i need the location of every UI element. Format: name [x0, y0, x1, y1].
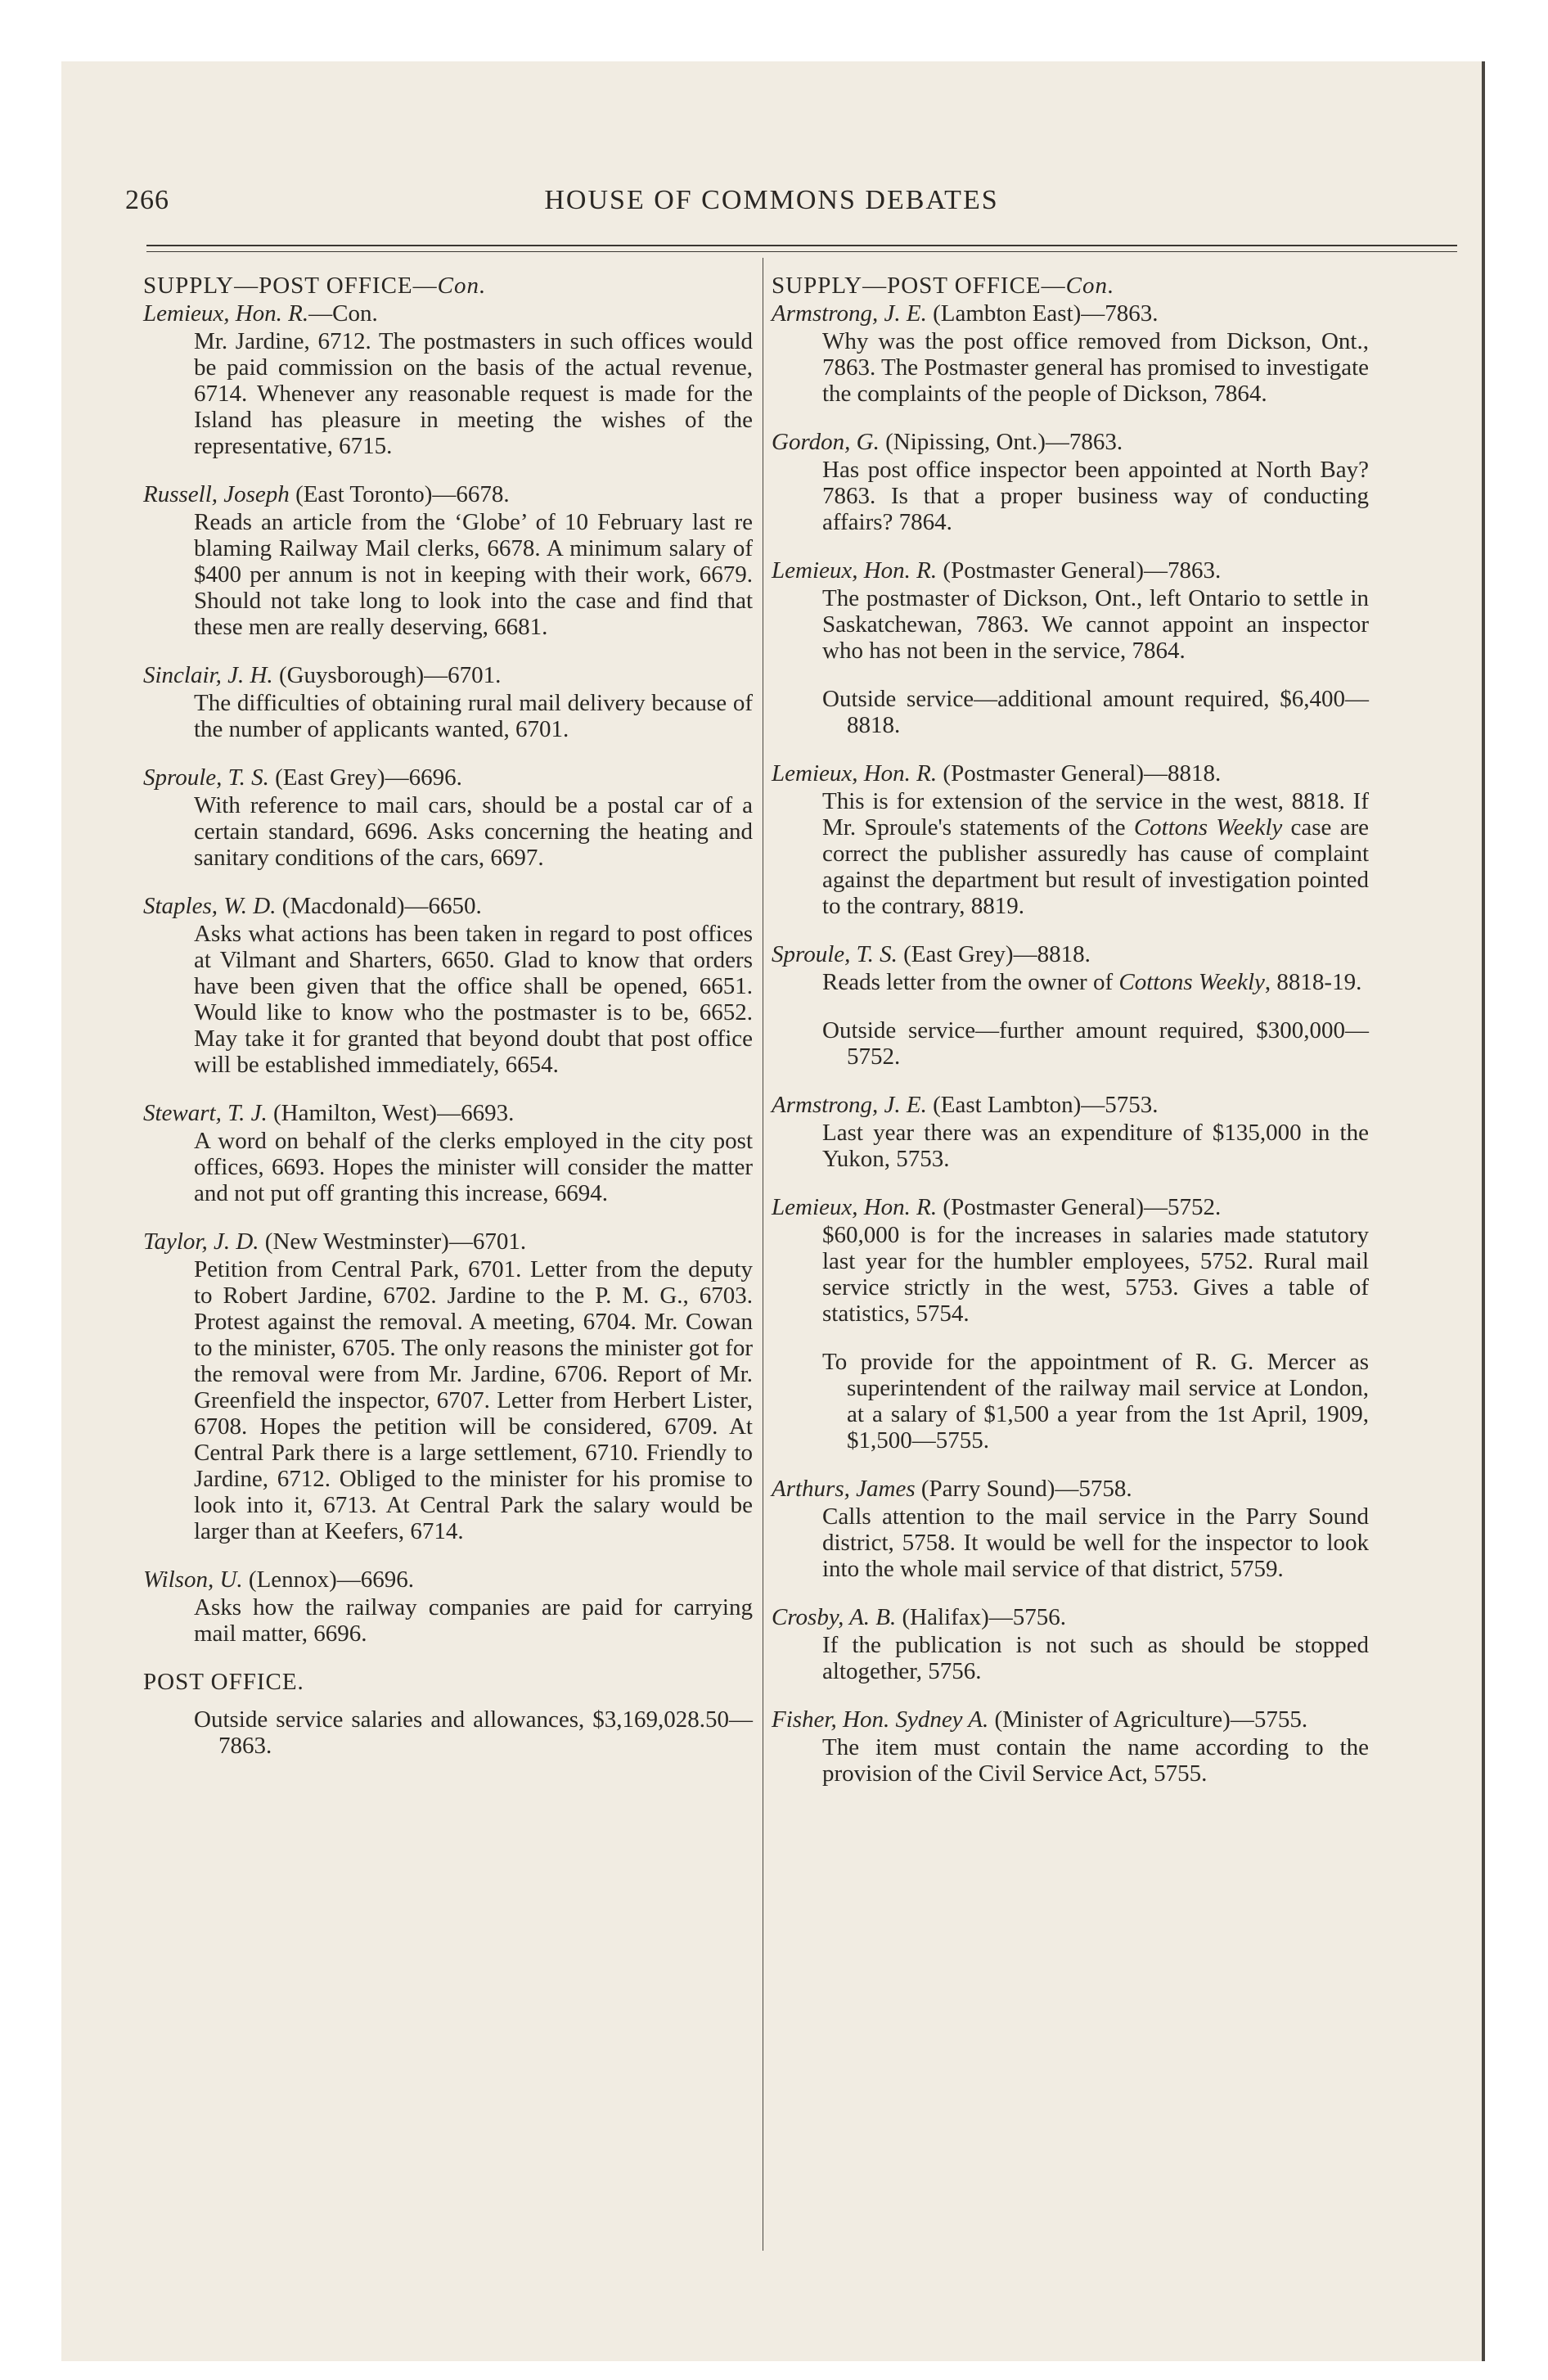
entry-text-part: , 8818-19.: [1264, 969, 1362, 995]
right-entries-b: [772, 760, 1369, 995]
entry-text: The postmaster of Dickson, Ont., left Ontario to settle in Saskatchewan, 7863. We cannot appoint an inspector who has not been in the service, 7864.: [822, 585, 1369, 664]
entry-text: Mr. Jardine, 6712. The postmasters in such offices would be paid commission on the basis of the actual revenue, 6714. Whenever any reasonable request is made for the Island has pleasure in meeting the wishes of the representative, 6715.: [194, 328, 753, 459]
speaker-detail: (Macdonald)—6650.: [276, 893, 482, 919]
speaker-detail: (Parry Sound)—5758.: [915, 1476, 1132, 1502]
speaker-detail: (East Grey)—6696.: [268, 764, 462, 791]
speaker-detail: (Lennox)—6696.: [242, 1566, 415, 1593]
page-header: [61, 185, 1482, 226]
speaker-line: [143, 1566, 753, 1593]
speaker-line: [143, 1100, 753, 1126]
publication-title: Cottons Weekly: [1133, 814, 1283, 841]
speaker-name: Russell, Joseph: [143, 481, 290, 507]
speaker-detail: (Postmaster General)—8818.: [937, 760, 1222, 787]
appropriation-item: Outside service—further amount required, $300,000—5752.: [822, 1017, 1369, 1070]
speaker-detail: (East Grey)—8818.: [897, 941, 1091, 967]
entry-text: With reference to mail cars, should be a postal car of a certain standard, 6696. Asks concerning the heating and sanitary conditions of the cars, 6697.: [194, 792, 753, 871]
speaker-line: [143, 764, 753, 791]
index-entry: [772, 1604, 1369, 1684]
entry-text: If the publication is not such as should be stopped altogether, 5756.: [822, 1632, 1369, 1684]
entry-text: $60,000 is for the increases in salaries made statutory last year for the humbler employees, 5752. Rural mail service strictly in the west, 5753. Gives a table of statistics, 5754.: [822, 1222, 1369, 1327]
section-heading: SUPPLY—POST OFFICE—Con.: [772, 273, 1115, 299]
index-entry: [772, 1194, 1369, 1327]
entry-text: Reads an article from the ‘Globe’ of 10 February last re blaming Railway Mail clerks, 6678. A minimum salary of $400 per annum is not in keeping with their work, 6679. Should not take long to look into the case and find that these men are really deserving, 6681.: [194, 509, 753, 640]
speaker-name: Stewart, T. J.: [143, 1100, 268, 1126]
speaker-name: Fisher, Hon. Sydney A.: [772, 1706, 989, 1733]
entry-text-part: case are correct the publisher assuredly has cause of complaint against the department but result of investigation pointed to the contrary, 8819.: [822, 814, 1369, 919]
publication-title: Cottons Weekly: [1118, 969, 1265, 995]
speaker-detail: (Hamilton, West)—6693.: [267, 1100, 515, 1126]
right-entries-c: [772, 1092, 1369, 1327]
speaker-line: [772, 557, 1369, 584]
speaker-line: [772, 1194, 1369, 1220]
index-entry: [772, 429, 1369, 535]
speaker-line: [772, 1476, 1369, 1502]
index-entry: [143, 300, 753, 459]
speaker-detail: (Guysborough)—6701.: [272, 662, 502, 688]
speaker-name: Lemieux, Hon. R.: [143, 300, 309, 327]
entry-text: The difficulties of obtaining rural mail delivery because of the number of applicants wanted, 6701.: [194, 690, 753, 742]
index-entry: [772, 1476, 1369, 1582]
speaker-line: [143, 662, 753, 688]
speaker-name: Lemieux, Hon. R.: [772, 760, 938, 787]
entry-text: Asks how the railway companies are paid for carrying mail matter, 6696.: [194, 1594, 753, 1647]
index-entry: [143, 662, 753, 742]
speaker-name: Arthurs, James: [772, 1476, 916, 1502]
speaker-name: Wilson, U.: [143, 1566, 243, 1593]
speaker-detail: (Halifax)—5756.: [896, 1604, 1067, 1630]
entry-text-part: Reads letter from the owner of: [822, 969, 1119, 995]
speaker-detail: (Postmaster General)—5752.: [937, 1194, 1222, 1220]
index-entry: [772, 557, 1369, 664]
entry-text: Last year there was an expenditure of $135,000 in the Yukon, 5753.: [822, 1120, 1369, 1172]
speaker-line: [772, 1092, 1369, 1118]
speaker-line: [143, 1228, 753, 1255]
speaker-detail: (Nipissing, Ont.)—7863.: [879, 429, 1123, 455]
speaker-line: [143, 481, 753, 507]
speaker-line: [772, 1604, 1369, 1630]
speaker-detail: (East Lambton)—5753.: [926, 1092, 1159, 1118]
left-entries: [143, 300, 753, 1647]
speaker-detail: (Postmaster General)—7863.: [937, 557, 1222, 584]
speaker-name: Lemieux, Hon. R.: [772, 557, 938, 584]
speaker-detail: (Minister of Agriculture)—5755.: [988, 1706, 1308, 1733]
entry-text: [822, 969, 1369, 995]
speaker-name: Gordon, G.: [772, 429, 880, 455]
entry-text: Why was the post office removed from Dickson, Ont., 7863. The Postmaster general has promised to investigate the complaints of the people of Dickson, 7864.: [822, 328, 1369, 407]
post-office-heading: POST OFFICE.: [143, 1669, 304, 1695]
speaker-name: Taylor, J. D.: [143, 1228, 259, 1255]
speaker-line: [772, 300, 1369, 327]
index-entry: [772, 760, 1369, 919]
right-column: [772, 273, 1369, 1809]
speaker-name: Staples, W. D.: [143, 893, 277, 919]
right-entries-a: [772, 300, 1369, 664]
speaker-line: [772, 760, 1369, 787]
speaker-line: [772, 941, 1369, 967]
right-entries-d: [772, 1476, 1369, 1787]
entry-text: Petition from Central Park, 6701. Letter from the deputy to Robert Jardine, 6702. Jardine to the P. M. G., 6703. Protest against the removal. A meeting, 6704. Mr. Cowan to the minister, 6705. The only reasons the minister got for the removal were from Mr. Jardine, 6706. Report of Mr. Greenfield the inspector, 6707. Letter from Herbert Lister, 6708. Hopes the petition will be considered, 6709. At Central Park there is a large settlement, 6710. Friendly to Jardine, 6712. Obliged to the minister for his promise to look into it, 6713. At Central Park the salary would be larger than at Keefers, 6714.: [194, 1256, 753, 1544]
speaker-name: Armstrong, J. E.: [772, 300, 927, 327]
speaker-name: Lemieux, Hon. R.: [772, 1194, 938, 1220]
index-entry: [143, 893, 753, 1078]
index-entry: [772, 300, 1369, 407]
speaker-detail: (New Westminster)—6701.: [259, 1228, 527, 1255]
document-page: [61, 61, 1485, 2361]
left-column: [143, 273, 753, 1781]
index-entry: [143, 1566, 753, 1647]
entry-text-part: This is for extension of the service in the west, 8818. If Mr. Sproule's statements of the: [822, 788, 1369, 841]
speaker-line: [143, 300, 753, 327]
section-heading: SUPPLY—POST OFFICE—Con.: [143, 273, 487, 299]
speaker-name: Crosby, A. B.: [772, 1604, 897, 1630]
running-head: HOUSE OF COMMONS DEBATES: [544, 185, 999, 215]
entry-text: A word on behalf of the clerks employed in the city post offices, 6693. Hopes the minister will consider the matter and not put off granting this increase, 6694.: [194, 1128, 753, 1206]
speaker-detail: —Con.: [308, 300, 378, 327]
index-entry: [143, 1228, 753, 1544]
entry-text: Asks what actions has been taken in regard to post offices at Vilmant and Sharters, 6650. Glad to know that orders have been given that the office shall be opened, 6651. Would like to know who the postmaster is to be, 6652. May take it for granted that beyond doubt that post office will be established immediately, 6654.: [194, 921, 753, 1078]
entry-text: The item must contain the name according to the provision of the Civil Service Act, 5755.: [822, 1734, 1369, 1787]
index-entry: [143, 1100, 753, 1206]
speaker-name: Sproule, T. S.: [772, 941, 898, 967]
speaker-line: [772, 429, 1369, 455]
page-number: 266: [125, 185, 169, 215]
header-rule: [146, 245, 1457, 246]
entry-text: [822, 788, 1369, 919]
entry-text: Has post office inspector been appointed at North Bay? 7863. Is that a proper business way of conducting affairs? 7864.: [822, 457, 1369, 535]
speaker-name: Sinclair, J. H.: [143, 662, 273, 688]
appropriation-item: Outside service salaries and allowances, $3,169,028.50—7863.: [194, 1706, 753, 1759]
index-entry: [143, 764, 753, 871]
index-entry: [772, 1092, 1369, 1172]
index-entry: [772, 941, 1369, 995]
speaker-detail: (East Toronto)—6678.: [289, 481, 510, 507]
speaker-name: Sproule, T. S.: [143, 764, 269, 791]
speaker-detail: (Lambton East)—7863.: [926, 300, 1159, 327]
speaker-line: [772, 1706, 1369, 1733]
appropriation-item: Outside service—additional amount required, $6,400—8818.: [822, 686, 1369, 738]
speaker-line: [143, 893, 753, 919]
index-entry: [143, 481, 753, 640]
speaker-name: Armstrong, J. E.: [772, 1092, 927, 1118]
appropriation-item: To provide for the appointment of R. G. Mercer as superintendent of the railway mail service at London, at a salary of $1,500 a year from the 1st April, 1909, $1,500—5755.: [822, 1349, 1369, 1454]
index-entry: [772, 1706, 1369, 1787]
header-rule-thin: [146, 251, 1457, 252]
entry-text: Calls attention to the mail service in the Parry Sound district, 5758. It would be well for the inspector to look into the whole mail service of that district, 5759.: [822, 1503, 1369, 1582]
